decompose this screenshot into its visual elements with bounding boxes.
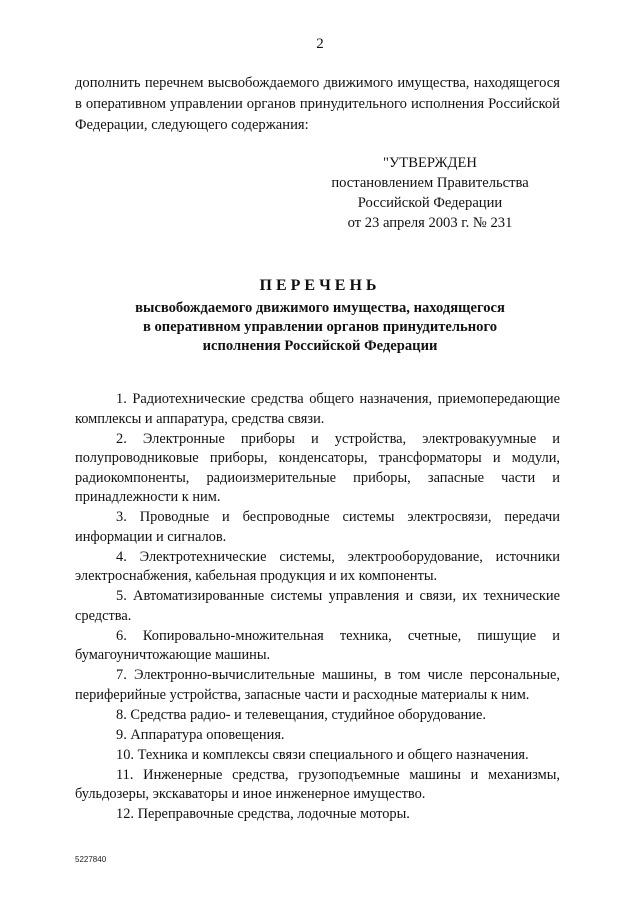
list-item: 9. Аппаратура оповещения. bbox=[116, 726, 285, 743]
list-item: 8. Средства радио- и телевещания, студийное оборудование. bbox=[116, 706, 486, 723]
subtitle-line: исполнения Российской Федерации bbox=[202, 338, 438, 354]
approval-block bbox=[330, 153, 530, 233]
list-item: 2. Электронные приборы и устройства, электровакуумные и полупроводниковые приборы, конденсаторы, трансформаторы и модули, радиокомпоненты, радиоизмерительные приборы, запасные части и принадлежности к ним. bbox=[75, 430, 560, 505]
document-subtitle bbox=[0, 299, 640, 356]
list-item: 3. Проводные и беспроводные системы электросвязи, передачи информации и сигналов. bbox=[75, 509, 560, 545]
page-number: 2 bbox=[316, 36, 324, 52]
list-item: 10. Техника и комплексы связи специального и общего назначения. bbox=[116, 746, 529, 763]
document-title: ПЕРЕЧЕНЬ bbox=[259, 277, 381, 294]
item-list bbox=[75, 390, 560, 825]
subtitle-line: в оперативном управлении органов принудительного bbox=[142, 319, 498, 335]
list-item: 7. Электронно-вычислительные машины, в том числе персональные, периферийные устройства, запасные части и расходные материалы к ним. bbox=[75, 667, 560, 703]
approval-line: постановлением Правительства bbox=[331, 175, 529, 191]
list-item: 12. Переправочные средства, лодочные моторы. bbox=[116, 806, 410, 822]
subtitle-line: высвобождаемого движимого имущества, находящегося bbox=[135, 300, 505, 316]
list-item: 1. Радиотехнические средства общего назначения, приемопередающие комплексы и аппаратура, средства связи. bbox=[75, 391, 560, 427]
list-item: 6. Копировально-множительная техника, счетные, пишущие и бумагоуничтожающие машины. bbox=[75, 627, 560, 663]
intro-paragraph: дополнить перечнем высвобождаемого движимого имущества, находящегося в оперативном управлении органов принудительного исполнения Российской Федерации, следующего содержания: bbox=[75, 75, 560, 133]
list-item: 5. Автоматизированные системы управления и связи, их технические средства. bbox=[75, 588, 560, 624]
approval-line: от 23 апреля 2003 г. № 231 bbox=[347, 215, 513, 231]
list-item: 4. Электротехнические системы, электрооборудование, источники электроснабжения, кабельная продукция и их компоненты. bbox=[75, 548, 560, 584]
approval-line: "УТВЕРЖДЕН bbox=[383, 155, 477, 171]
footer-code: 5227840 bbox=[75, 855, 107, 864]
approval-line: Российской Федерации bbox=[357, 195, 503, 211]
list-item: 11. Инженерные средства, грузоподъемные машины и механизмы, бульдозеры, экскаваторы и иное инженерное имущество. bbox=[75, 766, 560, 802]
